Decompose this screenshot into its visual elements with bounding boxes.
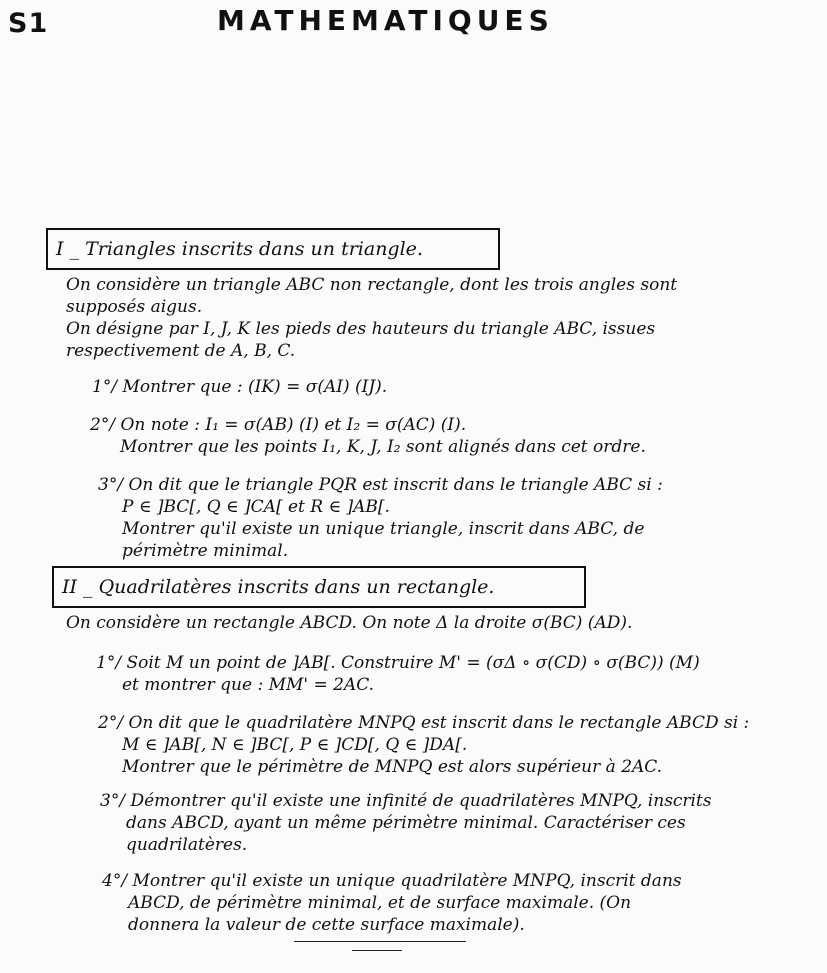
series-label: S1 (8, 8, 49, 39)
page-title: MATHEMATIQUES (217, 4, 554, 37)
part1-intro-line-1: On considère un triangle ABC non rectangle, dont les trois angles sont (66, 275, 678, 295)
part2-question-1-line-2: et montrer que : MM' = 2AC. (122, 675, 375, 695)
section-2-title: II _ Quadrilatères inscrits dans un rectangle. (52, 566, 586, 608)
part1-question-3-line-3: Montrer qu'il existe un unique triangle, inscrit dans ABC, de (122, 519, 645, 539)
part1-intro-line-4: respectivement de A, B, C. (66, 341, 296, 361)
part2-question-1-line-1: 1°/ Soit M un point de ]AB[. Construire M' = (σΔ ∘ σ(CD) ∘ σ(BC)) (M) (96, 653, 700, 673)
part1-question-2-line-1: 2°/ On note : I₁ = σ(AB) (I) et I₂ = σ(AC) (I). (90, 415, 467, 435)
part2-question-3-line-2: dans ABCD, ayant un même périmètre minimal. Caractériser ces (126, 813, 686, 833)
footer-rule-short (352, 950, 402, 951)
part2-question-2-line-1: 2°/ On dit que le quadrilatère MNPQ est inscrit dans le rectangle ABCD si : (98, 713, 750, 733)
part1-question-3-line-4: périmètre minimal. (122, 541, 289, 561)
footer-rule (294, 941, 466, 942)
part1-question-3-line-2: P ∈ ]BC[, Q ∈ ]CA[ et R ∈ ]AB[. (122, 497, 390, 517)
part1-intro-line-3: On désigne par I, J, K les pieds des hauteurs du triangle ABC, issues (66, 319, 656, 339)
part2-question-3-line-3: quadrilatères. (126, 835, 248, 855)
part1-intro-line-2: supposés aigus. (66, 297, 203, 317)
part2-intro: On considère un rectangle ABCD. On note Δ la droite σ(BC) (AD). (66, 613, 633, 633)
section-1-title: I _ Triangles inscrits dans un triangle. (46, 228, 500, 270)
part2-question-4-line-3: donnera la valeur de cette surface maximale). (128, 915, 525, 935)
part2-question-3-line-1: 3°/ Démontrer qu'il existe une infinité de quadrilatères MNPQ, inscrits (100, 791, 712, 811)
part1-question-2-line-2: Montrer que les points I₁, K, J, I₂ sont alignés dans cet ordre. (120, 437, 646, 457)
part2-question-2-line-3: Montrer que le périmètre de MNPQ est alors supérieur à 2AC. (122, 757, 663, 777)
part1-question-1: 1°/ Montrer que : (IK) = σ(AI) (IJ). (92, 377, 388, 397)
part1-question-3-line-1: 3°/ On dit que le triangle PQR est inscrit dans le triangle ABC si : (98, 475, 663, 495)
part2-question-4-line-1: 4°/ Montrer qu'il existe un unique quadrilatère MNPQ, inscrit dans (102, 871, 682, 891)
part2-question-2-line-2: M ∈ ]AB[, N ∈ ]BC[, P ∈ ]CD[, Q ∈ ]DA[. (122, 735, 468, 755)
part2-question-4-line-2: ABCD, de périmètre minimal, et de surface maximale. (On (128, 893, 632, 913)
